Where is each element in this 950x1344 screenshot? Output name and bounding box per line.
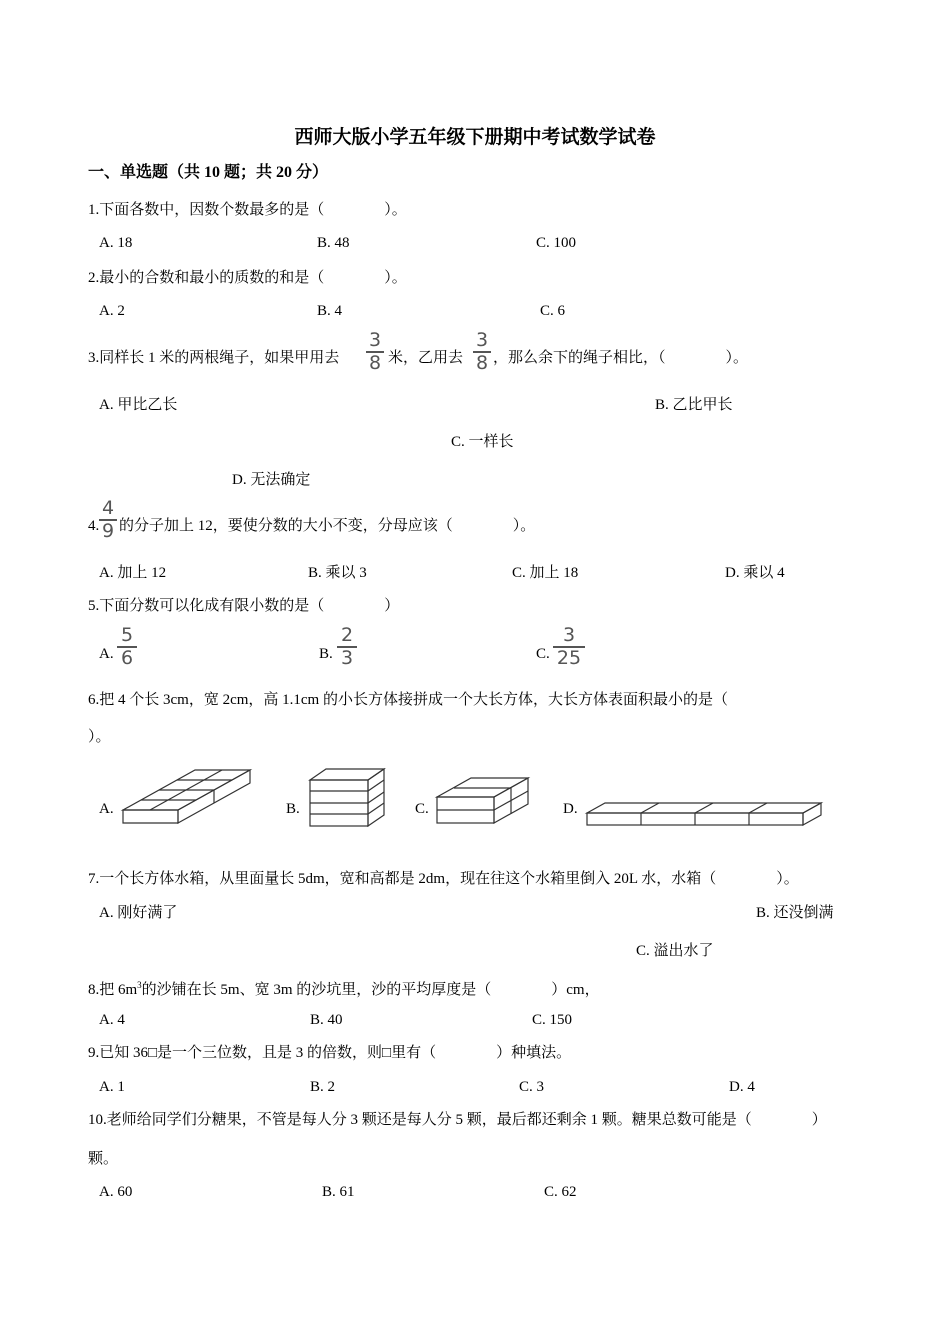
question-5-stem: 5.下面分数可以化成有限小数的是（ ） xyxy=(88,598,400,614)
question-6-stem-line2: ）。 xyxy=(88,729,111,745)
question-1-stem: 1.下面各数中，因数个数最多的是（ ）。 xyxy=(88,202,407,218)
q8-stem-part1: 8.把 6m xyxy=(88,982,138,998)
q3-option-c[interactable]: C. 一样长 xyxy=(451,434,514,450)
q8-option-a[interactable]: A. 4 xyxy=(99,1012,125,1028)
q9-option-b[interactable]: B. 2 xyxy=(310,1079,336,1095)
question-4-number: 4. xyxy=(88,518,100,534)
question-10-stem-line1: 10.老师给同学们分糖果，不管是每人分 3 颗还是每人分 5 颗，最后都还剩余 1 颗。糖果总数可能是（ ） xyxy=(88,1112,827,1128)
fraction-5-6[interactable]: 5 6 xyxy=(117,626,137,668)
q1-option-a[interactable]: A. 18 xyxy=(99,235,133,251)
q5-option-a-label[interactable]: A. xyxy=(99,646,114,662)
q4-option-b[interactable]: B. 乘以 3 xyxy=(308,565,367,581)
q6-option-b-label[interactable]: B. xyxy=(286,801,300,817)
q8-superscript: 3 xyxy=(137,980,142,990)
q6-option-a-label[interactable]: A. xyxy=(99,801,114,817)
q2-option-a[interactable]: A. 2 xyxy=(99,303,125,319)
q4-option-a[interactable]: A. 加上 12 xyxy=(99,565,167,581)
q10-option-c[interactable]: C. 62 xyxy=(544,1184,577,1200)
q10-option-a[interactable]: A. 60 xyxy=(99,1184,133,1200)
q6-option-d-label[interactable]: D. xyxy=(563,801,578,817)
fraction-4-9: 4 9 xyxy=(99,499,117,541)
q8-stem-part2: 的沙铺在长 5m、宽 3m 的沙坑里，沙的平均厚度是（ ）cm， xyxy=(141,982,600,998)
q3-option-a[interactable]: A. 甲比乙长 xyxy=(99,397,178,413)
q7-option-a[interactable]: A. 刚好满了 xyxy=(99,905,178,921)
q3-option-d[interactable]: D. 无法确定 xyxy=(232,472,311,488)
q8-option-b[interactable]: B. 40 xyxy=(310,1012,343,1028)
q4-option-d[interactable]: D. 乘以 4 xyxy=(725,565,785,581)
question-2-stem: 2.最小的合数和最小的质数的和是（ ）。 xyxy=(88,270,407,286)
q2-option-c[interactable]: C. 6 xyxy=(540,303,566,319)
page-title: 西师大版小学五年级下册期中考试数学试卷 xyxy=(294,127,656,148)
q5-option-b-label[interactable]: B. xyxy=(319,646,333,662)
question-4-stem: 的分子加上 12，要使分数的大小不变，分母应该（ ）。 xyxy=(119,518,536,534)
question-9-stem: 9.已知 36□是一个三位数，且是 3 的倍数，则□里有（ ）种填法。 xyxy=(88,1045,572,1061)
question-3-stem-part1: 3.同样长 1 米的两根绳子，如果甲用去 xyxy=(88,350,340,366)
q1-option-c[interactable]: C. 100 xyxy=(536,235,577,251)
question-6-stem-line1: 6.把 4 个长 3cm，宽 2cm，高 1.1cm 的小长方体接拼成一个大长方体，大长方体表面积最小的是（ xyxy=(88,692,728,708)
q9-option-d[interactable]: D. 4 xyxy=(729,1079,755,1095)
question-3-stem-part3: ，那么余下的绳子相比，（ ）。 xyxy=(493,350,749,366)
q7-option-b[interactable]: B. 还没倒满 xyxy=(756,905,834,921)
q5-option-c-label[interactable]: C. xyxy=(536,646,550,662)
question-7-stem: 7.一个长方体水箱，从里面量长 5dm，宽和高都是 2dm，现在往这个水箱里倒入 20L 水，水箱（ ）。 xyxy=(88,871,799,887)
q7-option-c[interactable]: C. 溢出水了 xyxy=(636,943,714,959)
fraction-3-8-second: 3 8 xyxy=(473,331,491,373)
q10-option-b[interactable]: B. 61 xyxy=(322,1184,355,1200)
fraction-3-8-first: 3 8 xyxy=(366,331,384,373)
fraction-2-3[interactable]: 2 3 xyxy=(337,626,357,668)
q6-option-c-label[interactable]: C. xyxy=(415,801,429,817)
q4-option-c[interactable]: C. 加上 18 xyxy=(512,565,579,581)
q8-option-c[interactable]: C. 150 xyxy=(532,1012,573,1028)
q1-option-b[interactable]: B. 48 xyxy=(317,235,350,251)
q2-option-b[interactable]: B. 4 xyxy=(317,303,343,319)
section-heading: 一、单选题（共 10 题；共 20 分） xyxy=(88,164,329,181)
question-10-stem-line2: 颗。 xyxy=(88,1151,119,1167)
question-8-stem xyxy=(88,975,600,1000)
fraction-3-25[interactable]: 3 25 xyxy=(553,626,585,668)
question-3-stem-part2: 米，乙用去 xyxy=(388,350,464,366)
q9-option-a[interactable]: A. 1 xyxy=(99,1079,125,1095)
q3-option-b[interactable]: B. 乙比甲长 xyxy=(655,397,733,413)
q9-option-c[interactable]: C. 3 xyxy=(519,1079,545,1095)
